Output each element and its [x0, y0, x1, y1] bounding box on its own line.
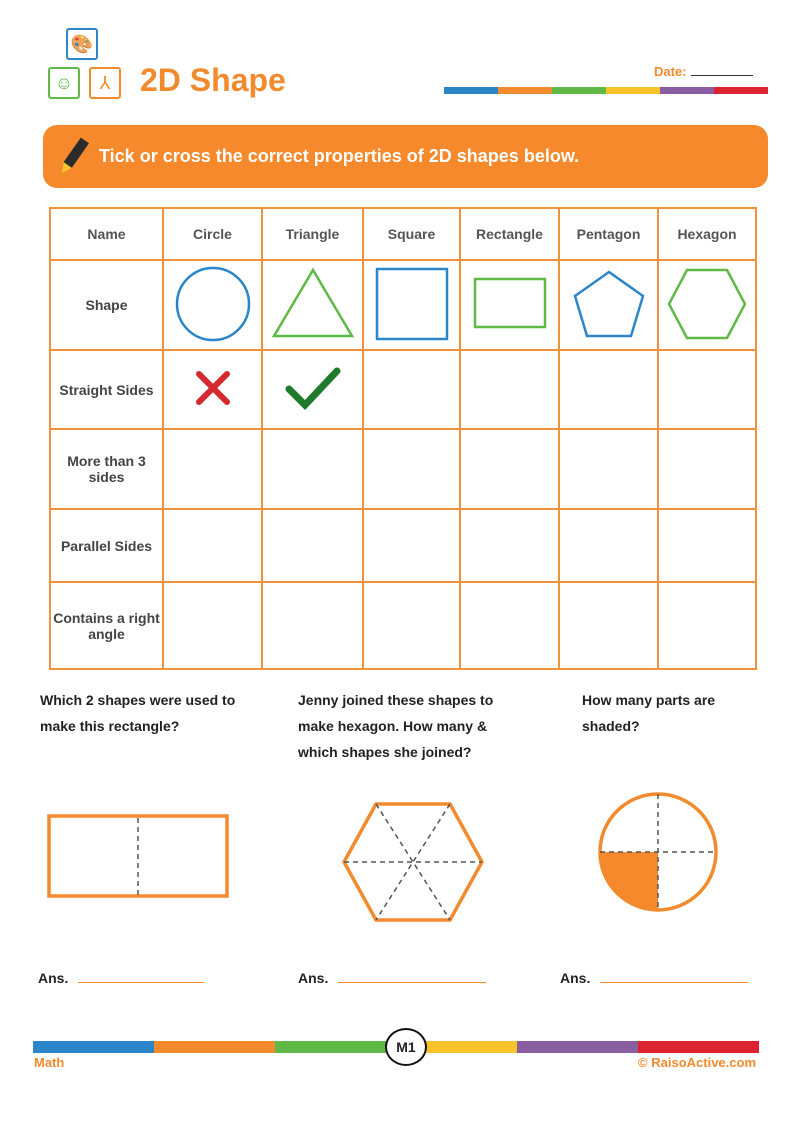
copyright-link[interactable]: © RaisoActive.com: [638, 1055, 756, 1070]
answer-3[interactable]: [560, 970, 748, 986]
subject-label: Math: [34, 1055, 65, 1070]
ans-label: Ans.: [560, 970, 591, 986]
answer-cell[interactable]: [163, 429, 262, 509]
header-hexagon: Hexagon: [658, 208, 756, 260]
split-rectangle: [46, 813, 232, 901]
answer-cell[interactable]: [460, 350, 559, 429]
color-bar-top: [444, 87, 768, 94]
answer-cell[interactable]: [163, 582, 262, 669]
square-shape: [374, 266, 450, 342]
answer-cell[interactable]: [559, 582, 658, 669]
ans-label: Ans.: [298, 970, 329, 986]
header-pentagon: Pentagon: [559, 208, 658, 260]
answer-cell[interactable]: [262, 582, 363, 669]
split-hexagon: [340, 800, 486, 924]
palette-icon: 🎨: [66, 28, 98, 60]
question-1: Which 2 shapes were used to make this rectangle?: [40, 692, 236, 734]
ans-label: Ans.: [38, 970, 69, 986]
header-circle: Circle: [163, 208, 262, 260]
answer-cell[interactable]: [363, 582, 460, 669]
answer-cell[interactable]: [658, 509, 756, 582]
answer-cell[interactable]: [559, 350, 658, 429]
circle-shape: [173, 264, 253, 344]
row-label: Straight Sides: [50, 350, 163, 429]
row-label: Parallel Sides: [50, 509, 163, 582]
triangle-shape: [268, 264, 358, 344]
running-icon: ⅄: [89, 67, 121, 99]
answer-cell[interactable]: [363, 429, 460, 509]
header-rectangle: Rectangle: [460, 208, 559, 260]
answer-cell[interactable]: [658, 429, 756, 509]
reading-icon: ☺: [48, 67, 80, 99]
cell-triangle-straight[interactable]: [262, 350, 363, 429]
answer-cell[interactable]: [460, 509, 559, 582]
answer-cell[interactable]: [363, 350, 460, 429]
header-triangle: Triangle: [262, 208, 363, 260]
date-label: Date:: [654, 64, 687, 79]
rectangle-shape: [472, 276, 548, 332]
cross-icon: [193, 368, 233, 408]
header-name: Name: [50, 208, 163, 260]
row-label: Contains a right angle: [50, 582, 163, 669]
instruction-banner: [43, 125, 768, 188]
row-label: Shape: [50, 260, 163, 350]
pencil-icon: [56, 133, 92, 179]
answer-cell[interactable]: [163, 509, 262, 582]
answer-cell[interactable]: [559, 509, 658, 582]
shaded-circle: [596, 790, 720, 914]
properties-table: [49, 207, 757, 670]
row-label: More than 3 sides: [50, 429, 163, 509]
page-number-badge: M1: [385, 1028, 427, 1066]
answer-cell[interactable]: [658, 350, 756, 429]
tick-icon: [283, 365, 343, 411]
answer-cell[interactable]: [460, 582, 559, 669]
answer-cell[interactable]: [262, 429, 363, 509]
question-2: Jenny joined these shapes to make hexagon. How many & which shapes she joined?: [298, 692, 494, 760]
instruction-text: Tick or cross the correct properties of 2D shapes below.: [99, 146, 580, 166]
answer-cell[interactable]: [262, 509, 363, 582]
answer-cell[interactable]: [658, 582, 756, 669]
answer-2[interactable]: [298, 970, 486, 986]
answer-cell[interactable]: [363, 509, 460, 582]
header-square: Square: [363, 208, 460, 260]
question-3: How many parts are shaded?: [582, 692, 716, 734]
answer-cell[interactable]: [460, 429, 559, 509]
date-field[interactable]: [654, 64, 753, 79]
pentagon-shape: [571, 268, 647, 340]
cell-circle-straight[interactable]: [163, 350, 262, 429]
hexagon-shape: [665, 266, 749, 342]
answer-1[interactable]: [38, 970, 204, 986]
answer-cell[interactable]: [559, 429, 658, 509]
page-title: 2D Shape: [140, 62, 286, 98]
